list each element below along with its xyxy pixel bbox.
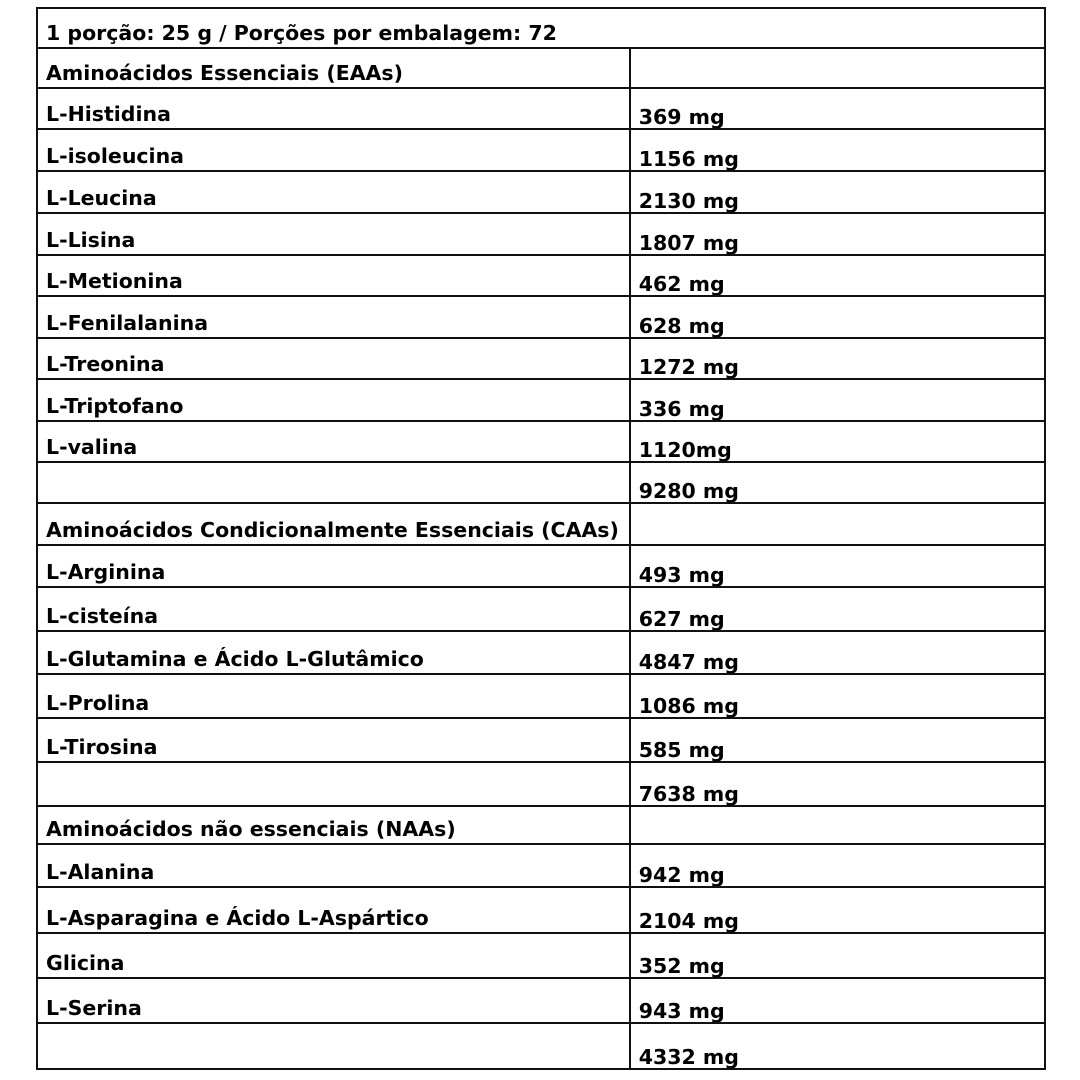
section-total: 7638 mg xyxy=(630,762,1045,806)
nutrient-value: 1120mg xyxy=(630,421,1045,462)
table-row xyxy=(37,545,1045,587)
section-title: Aminoácidos não essenciais (NAAs) xyxy=(37,806,630,844)
nutrient-name: L-isoleucina xyxy=(37,129,630,171)
nutrient-value: 493 mg xyxy=(630,545,1045,587)
empty-cell xyxy=(630,806,1045,844)
empty-cell xyxy=(630,48,1045,88)
nutrient-value: 585 mg xyxy=(630,718,1045,762)
nutrient-value: 2104 mg xyxy=(630,887,1045,933)
serving-header: 1 porção: 25 g / Porções por embalagem: 72 xyxy=(37,8,1045,48)
section-title: Aminoácidos Condicionalmente Essenciais (CAAs) xyxy=(37,503,630,545)
section-title: Aminoácidos Essenciais (EAAs) xyxy=(37,48,630,88)
empty-cell xyxy=(37,462,630,503)
table-row xyxy=(37,171,1045,213)
table-row xyxy=(37,587,1045,631)
table-row xyxy=(37,978,1045,1023)
serving-header-row xyxy=(37,8,1045,48)
nutrient-name: L-Alanina xyxy=(37,844,630,887)
table-row xyxy=(37,844,1045,887)
nutrient-value: 1807 mg xyxy=(630,213,1045,255)
nutrient-value: 4847 mg xyxy=(630,631,1045,674)
table-row xyxy=(37,887,1045,933)
empty-cell xyxy=(37,1023,630,1069)
section-total-row xyxy=(37,762,1045,806)
nutrient-name: L-Serina xyxy=(37,978,630,1023)
table-row xyxy=(37,213,1045,255)
table-row xyxy=(37,933,1045,978)
table-body xyxy=(37,8,1045,1069)
table-row xyxy=(37,338,1045,379)
section-title-row xyxy=(37,48,1045,88)
nutrient-name: L-Lisina xyxy=(37,213,630,255)
nutrient-name: L-Treonina xyxy=(37,338,630,379)
nutrient-value: 942 mg xyxy=(630,844,1045,887)
section-total-row xyxy=(37,1023,1045,1069)
nutrient-value: 1272 mg xyxy=(630,338,1045,379)
amino-acid-table xyxy=(36,7,1046,1070)
table-row xyxy=(37,296,1045,338)
nutrient-name: L-Fenilalanina xyxy=(37,296,630,338)
table-row xyxy=(37,88,1045,129)
nutrient-name: L-Asparagina e Ácido L-Aspártico xyxy=(37,887,630,933)
section-total: 9280 mg xyxy=(630,462,1045,503)
empty-cell xyxy=(37,762,630,806)
table-row xyxy=(37,631,1045,674)
table-row xyxy=(37,718,1045,762)
nutrient-name: L-Metionina xyxy=(37,255,630,296)
nutrient-value: 1156 mg xyxy=(630,129,1045,171)
section-title-row xyxy=(37,503,1045,545)
nutrient-value: 352 mg xyxy=(630,933,1045,978)
table-row xyxy=(37,255,1045,296)
nutrient-value: 627 mg xyxy=(630,587,1045,631)
nutrient-name: L-Arginina xyxy=(37,545,630,587)
nutrient-name: L-Leucina xyxy=(37,171,630,213)
nutrient-value: 462 mg xyxy=(630,255,1045,296)
empty-cell xyxy=(630,503,1045,545)
nutrient-name: Glicina xyxy=(37,933,630,978)
nutrient-value: 943 mg xyxy=(630,978,1045,1023)
table-row xyxy=(37,674,1045,718)
nutrient-name: L-valina xyxy=(37,421,630,462)
nutrient-value: 628 mg xyxy=(630,296,1045,338)
nutrient-name: L-Tirosina xyxy=(37,718,630,762)
section-total: 4332 mg xyxy=(630,1023,1045,1069)
nutrient-name: L-cisteína xyxy=(37,587,630,631)
table-row xyxy=(37,379,1045,421)
nutrient-value: 1086 mg xyxy=(630,674,1045,718)
nutrient-name: L-Glutamina e Ácido L-Glutâmico xyxy=(37,631,630,674)
nutrient-value: 369 mg xyxy=(630,88,1045,129)
nutrient-name: L-Histidina xyxy=(37,88,630,129)
section-total-row xyxy=(37,462,1045,503)
table-row xyxy=(37,421,1045,462)
table-row xyxy=(37,129,1045,171)
nutrient-name: L-Triptofano xyxy=(37,379,630,421)
nutrient-value: 2130 mg xyxy=(630,171,1045,213)
nutrient-name: L-Prolina xyxy=(37,674,630,718)
section-title-row xyxy=(37,806,1045,844)
nutrient-value: 336 mg xyxy=(630,379,1045,421)
